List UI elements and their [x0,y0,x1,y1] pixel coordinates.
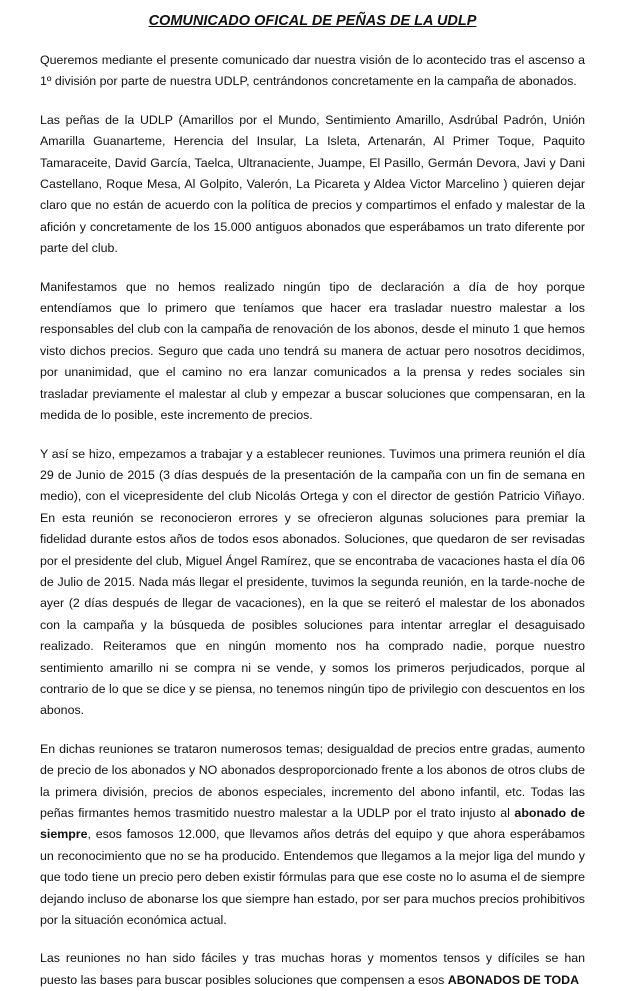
paragraph-meetings: Y así se hizo, empezamos a trabajar y a establecer reuniones. Tuvimos una primera reunión el día 29 de Junio de 2015 (3 días después de la presentación de la campaña con un fin de semana en medio), con el vicepresidente del club Nicolás Ortega y con el director de gestión Patricio Viñayo. En esta reunión se reconocieron errores y se ofrecieron algunas soluciones para premiar la fidelidad durante estos años de todos esos abonados. Soluciones, que quedaron de ser revisadas por el presidente del club, Miguel Ángel Ramírez, que se encontraba de vacaciones hasta el día 06 de Julio de 2015. Nada más llegar el presidente, tuvimos la segunda reunión, en la tarde-noche de ayer (2 días después de llegar de vacaciones), en la que se reiteró el malestar de los abonados con la campaña y la búsqueda de posibles soluciones para intentar arreglar el desaguisado realizado. Reiteramos que en ningún momento nos ha comprado nadie, porque nuestro sentimiento amarillo ni se compra ni se vende, y somos los primeros perjudicados, porque al contrario de lo que se dice y se piensa, no tenemos ningún tipo de privilegio con descuentos en los abonos. [40,446,585,718]
paragraph-penas-list: Las peñas de la UDLP (Amarillos por el Mundo, Sentimiento Amarillo, Asdrúbal Padrón, Unión Amarilla Guanarteme, Herencia del Insular, La Isleta, Artenarán, Al Primer Toque, Paquito Tamaraceite, David García, Taelca, Ultranaciente, Juampe, El Pasillo, Germán Devora, Javi y Dani Castellano, Roque Mesa, Al Golpito, Valerón, La Picareta y Aldea Victor Marcelino ) quieren dejar claro que no están de acuerdo con la política de precios y compartimos el enfado y malestar de la afición y concretamente de los 15.000 antiguos abonados que esperábamos un trato diferente por parte del club. [40,112,585,256]
document-title: COMUNICADO OFICAL DE PEÑAS DE LA UDLP [148,13,477,29]
paragraph-topics-text-a: En dichas reuniones se trataron numerosos temas; desigualdad de precios entre gradas, aumento de precio de los abonados y NO abonados desproporcionado frente a los abonos de otros clubs de la primera división, precios de abonos especiales, incremento del abono infantil, etc. Todas las peñas firmantes hemos trasmitido nuestro malestar a la UDLP por el trato injusto al [40,741,585,820]
paragraph-closing-bold: ABONADOS DE TODA [447,972,580,987]
paragraph-topics-text-b: , esos famosos 12.000, que llevamos años detrás del equipo y que ahora esperábamos un reconocimiento que no se ha producido. Entendemos que llegamos a la mejor liga del mundo y que todo tiene un precio pero deben existir fórmulas para que ese coste no lo asuma el de siempre dejando incluso de abonarse los que siempre han estado, por ser para muchos precios prohibitivos por la situación económica actual. [40,827,585,928]
document-page [0,10,625,987]
paragraph-intro: Queremos mediante el presente comunicado dar nuestra visión de lo acontecido tras el ascenso a 1º división por parte de nuestra UDLP, centrándonos concretamente en la campaña de abonados. [40,53,585,89]
paragraph-topics [40,739,585,932]
paragraph-closing [40,948,585,991]
paragraph-closing-text: Las reuniones no han sido fáciles y tras muchas horas y momentos tensos y difíciles se han puesto las bases para buscar posibles soluciones que compensen a esos [40,951,585,987]
paragraph-topics-bold: abonado de siempre [40,806,585,842]
paragraph-declaration: Manifestamos que no hemos realizado ningún tipo de declaración a día de hoy porque entendíamos que lo primero que teníamos que hacer era trasladar nuestro malestar a los responsables del club con la campaña de renovación de los abonos, desde el minuto 1 que hemos visto dichos precios. Seguro que cada uno tendrá su manera de actuar pero nosotros decidimos, por unanimidad, que el camino no era lanzar comunicados a la prensa y redes sociales sin trasladar previamente el malestar al club y empezar a buscar soluciones que compensaran, en la medida de lo posible, este incremento de precios. [40,279,585,423]
